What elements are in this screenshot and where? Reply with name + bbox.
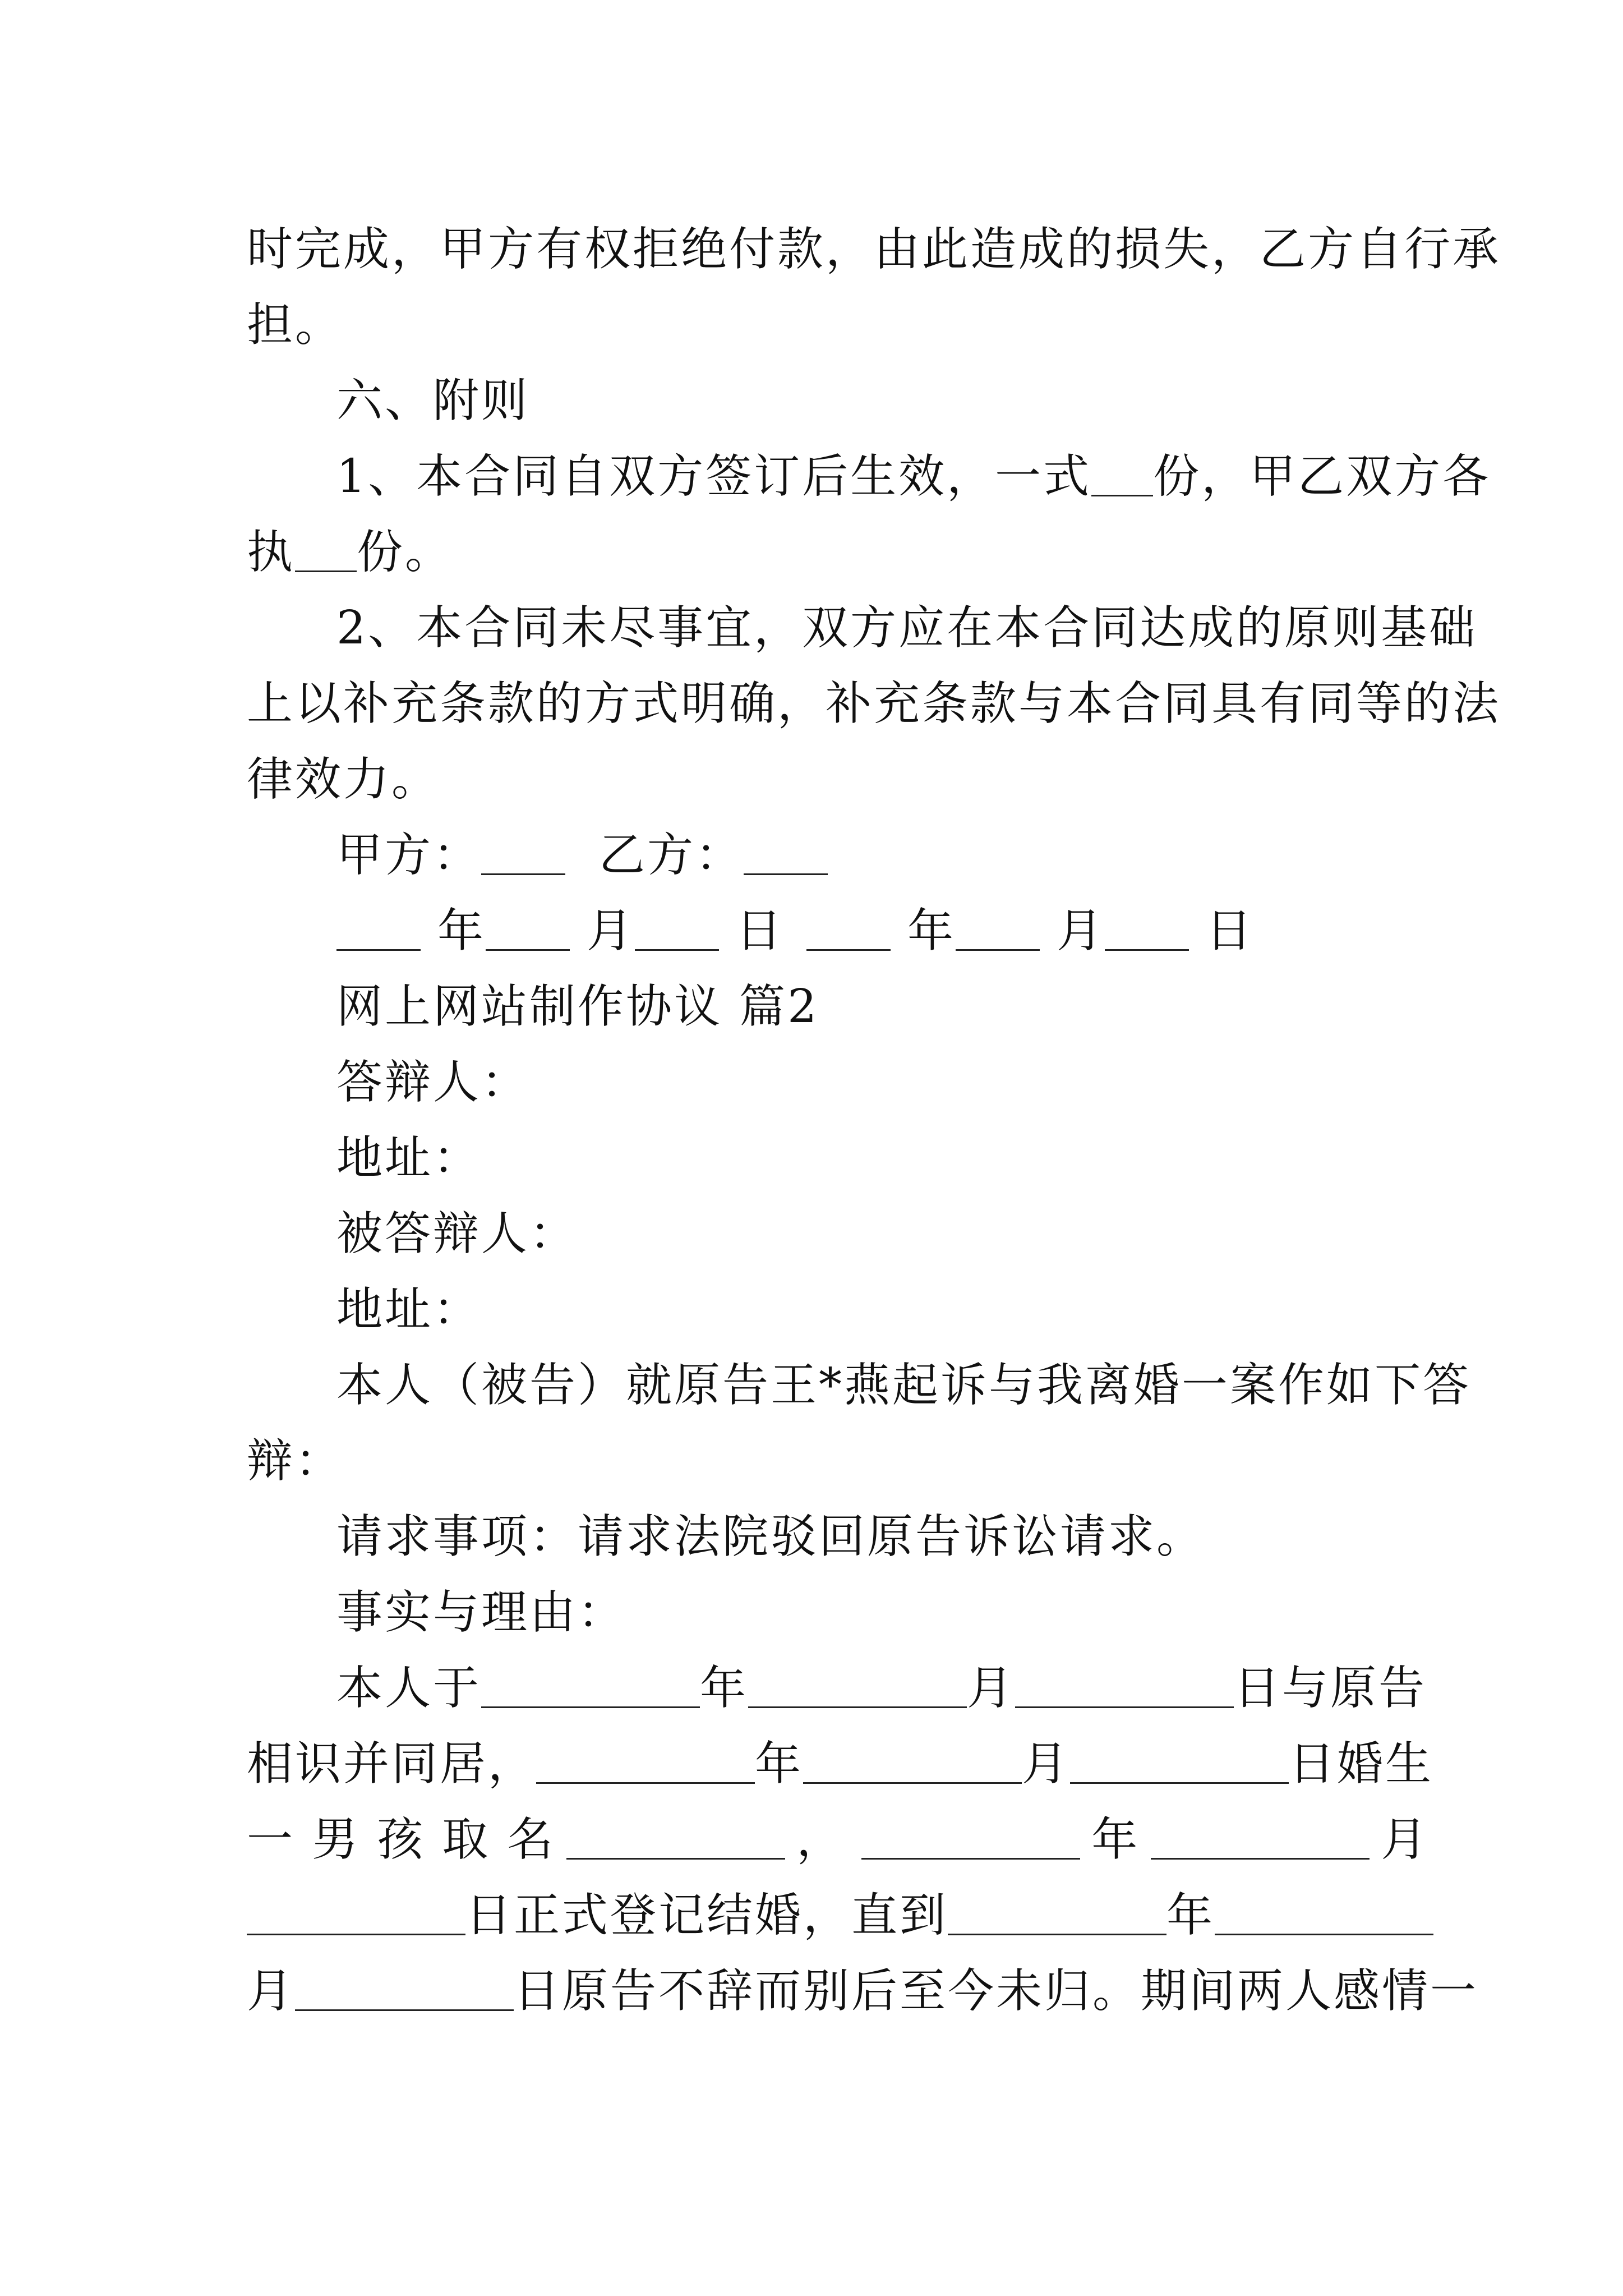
paragraph-line [247, 1963, 1478, 2019]
paragraph-line [336, 1282, 481, 1338]
blank-field [1015, 1662, 1234, 1708]
blank-field [1070, 1737, 1289, 1784]
blank-field [861, 1813, 1080, 1860]
text-line: 事实与理由： [336, 1586, 626, 1639]
text-segment: 份。 [357, 526, 454, 579]
text-segment: 年 [1091, 1813, 1140, 1866]
text-segment: 日与原告 [1234, 1662, 1427, 1715]
paragraph-line [336, 449, 1491, 505]
text-segment: 本人于 [336, 1662, 482, 1715]
text-line: 请求事项：请求法院驳回原告诉讼请求。 [336, 1510, 1205, 1563]
text-line: 2、本合同未尽事宜，双方应在本合同达成的原则基础 [336, 601, 1478, 655]
paragraph-line [336, 1130, 481, 1186]
text-line: 担。 [247, 298, 344, 352]
text-line: 地址： [336, 1131, 482, 1185]
paragraph-line [247, 676, 1501, 732]
party-b-label: 乙方： [599, 829, 744, 882]
text-segment: 日婚生 [1289, 1737, 1434, 1791]
section-title [336, 979, 819, 1035]
text-line: 律效力。 [247, 753, 440, 806]
text-segment: 一 男 孩 取 名 [247, 1813, 556, 1866]
blank-field [481, 829, 565, 875]
paragraph-line [336, 1585, 626, 1641]
text-segment: 月 [1022, 1737, 1071, 1791]
text-segment: 月 [1057, 904, 1105, 958]
text-line: 六、附则 [336, 374, 530, 427]
paragraph-line [247, 752, 440, 808]
text-line: 辩： [247, 1434, 344, 1488]
paragraph-line [247, 1888, 1433, 1944]
blank-field [486, 904, 570, 951]
text-segment: 月 [247, 1964, 296, 2018]
paragraph-line [336, 1206, 578, 1262]
blank-field [948, 1889, 1166, 1935]
blank-field [536, 1737, 755, 1784]
blank-field [295, 1964, 514, 2011]
blank-field [336, 904, 421, 951]
party-a-label: 甲方： [336, 829, 482, 882]
blank-field [247, 1889, 465, 1935]
blank-field [1151, 1813, 1370, 1860]
text-segment: 相识并同居， [247, 1737, 537, 1791]
section-heading [336, 373, 529, 429]
text-segment: ， [796, 1813, 845, 1866]
text-line: 上以补充条款的方式明确，补充条款与本合同具有同等的法 [247, 677, 1501, 730]
paragraph-line [336, 600, 1477, 656]
text-segment: 年 [437, 904, 486, 958]
paragraph-line [336, 1358, 1471, 1414]
paragraph-line [247, 297, 343, 353]
text-line: 被答辩人： [336, 1207, 578, 1260]
text-segment: 年 [1166, 1889, 1215, 1942]
text-segment: 1、本合同自双方签订后生效，一式 [336, 450, 1092, 503]
text-segment: 年 [700, 1662, 749, 1715]
signature-line [336, 827, 828, 884]
paragraph-line [336, 1660, 1427, 1717]
paragraph-line [247, 1812, 1429, 1868]
blank-field [803, 1737, 1022, 1784]
text-line: 地址： [336, 1283, 482, 1336]
text-segment: 日 [736, 904, 785, 958]
blank-field [744, 829, 828, 875]
text-line: 网上网站制作协议 篇2 [336, 980, 819, 1033]
blank-field [566, 1813, 785, 1860]
blank-field [748, 1662, 967, 1708]
blank-field [1215, 1889, 1433, 1935]
blank-field [1105, 904, 1189, 951]
blank-field [956, 904, 1040, 951]
text-segment: 年 [907, 904, 956, 958]
blank-field [635, 904, 719, 951]
paragraph-line [247, 1736, 1433, 1792]
paragraph-line [336, 1509, 1205, 1565]
date-line [336, 903, 1254, 959]
text-segment: 执 [247, 526, 296, 579]
blank-field [295, 526, 357, 572]
blank-field [806, 904, 891, 951]
text-segment: 月 [1381, 1813, 1430, 1866]
blank-field [481, 1662, 700, 1708]
blank-field [1091, 450, 1153, 496]
paragraph-line [247, 222, 1501, 278]
text-line: 时完成，甲方有权拒绝付款，由此造成的损失，乙方自行承 [247, 223, 1501, 276]
text-line: 答辩人： [336, 1056, 530, 1109]
text-segment: 日 [1206, 904, 1255, 958]
paragraph-line [247, 524, 453, 581]
text-segment: 月 [587, 904, 635, 958]
paragraph-line [336, 1055, 529, 1111]
text-line: 本人（被告）就原告王*燕起诉与我离婚一案作如下答 [336, 1359, 1472, 1412]
paragraph-line [247, 1433, 343, 1489]
text-segment: 月 [967, 1662, 1016, 1715]
text-segment: 份，甲乙双方各 [1153, 450, 1491, 503]
text-segment: 日原告不辞而别后至今未归。期间两人感情一 [514, 1964, 1479, 2018]
text-segment: 年 [755, 1737, 804, 1791]
text-segment: 日正式登记结婚，直到 [465, 1889, 948, 1942]
